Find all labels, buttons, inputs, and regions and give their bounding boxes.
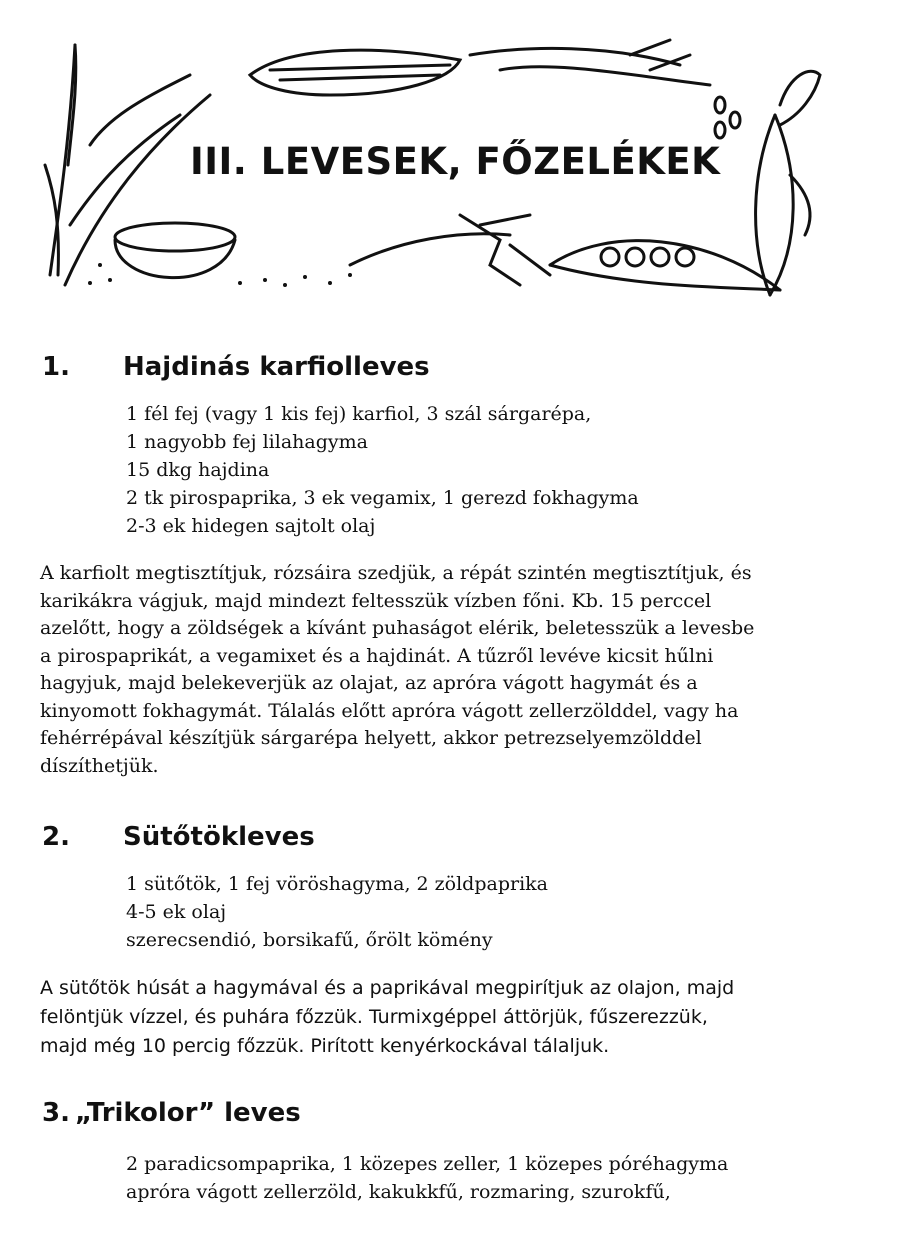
recipe-number: 2.	[42, 822, 70, 852]
method-line: karikákra vágjuk, majd mindezt feltesszük vízben főni. Kb. 15 perccel	[40, 589, 712, 612]
method-line: fehérrépával készítjük sárgarépa helyett, akkor petrezselyemzölddel	[40, 727, 702, 749]
recipe-title: Sütőtökleves	[123, 822, 315, 852]
ingredient-line: 1 sütőtök, 1 fej vöröshagyma, 2 zöldpaprika	[126, 873, 548, 895]
recipe-title: „Trikolor” leves	[75, 1098, 301, 1128]
ingredient-line: 15 dkg hajdina	[126, 459, 270, 481]
method-line: díszíthetjük.	[40, 754, 159, 777]
ingredient-list	[126, 870, 548, 954]
ingredient-line: 4-5 ek olaj	[126, 901, 227, 923]
ingredient-line: 2 tk pirospaprika, 3 ek vegamix, 1 gerezd fokhagyma	[126, 487, 639, 509]
recipe-title: Hajdinás karfiolleves	[123, 352, 430, 382]
recipe-number: 1.	[42, 352, 70, 382]
ingredient-line: 2-3 ek hidegen sajtolt olaj	[126, 515, 376, 537]
method-line: majd még 10 percig főzzük. Pirított kenyérkockával tálaljuk.	[40, 1035, 610, 1057]
method-line: hagyjuk, majd belekeverjük az olajat, az apróra vágott hagymát és a	[40, 672, 698, 694]
ingredient-line: 1 fél fej (vagy 1 kis fej) karfiol, 3 szál sárgarépa,	[126, 403, 592, 425]
method-line: kinyomott fokhagymát. Tálalás előtt apróra vágott zellerzölddel, vagy ha	[40, 699, 739, 722]
ingredient-list	[126, 400, 639, 540]
chapter-title: III. LEVESEK, FŐZELÉKEK	[190, 140, 721, 183]
method-line: a pirospaprikát, a vegamixet és a hajdinát. A tűzről levéve kicsit hűlni	[40, 644, 714, 667]
recipe-method	[40, 560, 830, 780]
ingredient-line: 1 nagyobb fej lilahagyma	[126, 431, 368, 453]
method-line: azelőtt, hogy a zöldségek a kívánt puhaságot elérik, beletesszük a levesbe	[40, 617, 755, 639]
ingredient-line: 2 paradicsompaprika, 1 közepes zeller, 1 közepes póréhagyma	[126, 1153, 729, 1175]
ingredient-list	[126, 1150, 728, 1206]
ingredient-line: szerecsendió, borsikafű, őrölt kömény	[126, 929, 493, 951]
method-line: A karfiolt megtisztítjuk, rózsáira szedjük, a répát szintén megtisztítjuk, és	[40, 562, 752, 584]
recipe-number: 3.	[42, 1098, 70, 1128]
ingredient-line: apróra vágott zellerzöld, kakukkfű, rozmaring, szurokfű,	[126, 1181, 671, 1203]
method-line: felöntjük vízzel, és puhára főzzük. Turmixgéppel áttörjük, fűszerezzük,	[40, 1006, 708, 1028]
recipe-method	[40, 974, 830, 1061]
method-line: A sütőtök húsát a hagymával és a paprikával megpirítjuk az olajon, majd	[40, 977, 735, 999]
